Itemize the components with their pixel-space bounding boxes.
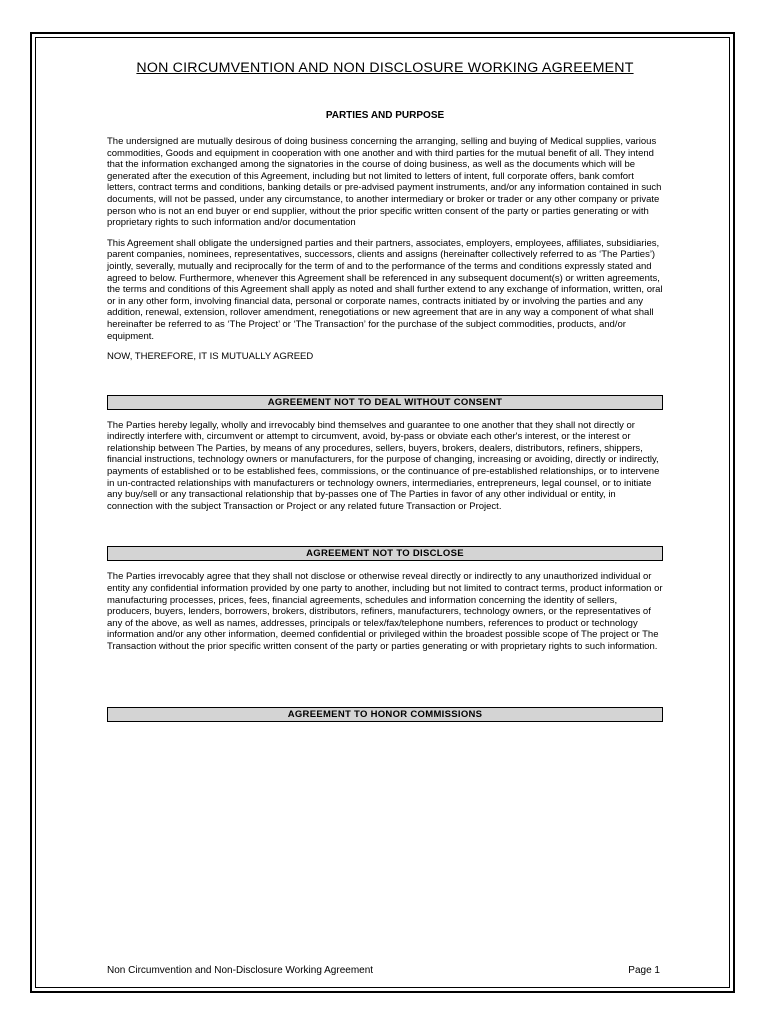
section-heading-no-disclose: AGREEMENT NOT TO DISCLOSE — [107, 546, 663, 561]
footer-page-number: Page 1 — [628, 965, 660, 976]
paragraph-purpose: The undersigned are mutually desirous of doing business concerning the arranging, selling and buying of Medical supplies, various commodities, Goods and equipment in cooperation with one another and with third parties for the mutual benefit of all. They intend that the information exchanged among the signatories in the course of doing business, as well as the documents which will be generated after the execution of this Agreement, including but not limited to letters of intent, full corporate offers, bank comfort letters, contract terms and conditions, banking details or pre-advised payment instruments, and/or any information contained in such documents, will not be passed, under any circumstance, to another intermediary or broker or trader or any other company or private person who is not an end buyer or end supplier, without the prior specific written consent of the party or parties generating or with proprietary rights to such information and/or documentation — [107, 136, 662, 229]
document-body — [107, 60, 663, 732]
section-text-no-deal: The Parties hereby legally, wholly and irrevocably bind themselves and guarantee to one another that they shall not directly or indirectly interfere with, circumvent or attempt to circumvent, avoid, by-pass or obviate each other's interest, or the interest or relationship between The Parties, by means of any procedures, sellers, buyers, brokers, dealers, distributors, refiners, shippers, financial instructions, technology owners or manufacturers, for the purpose of changing, increasing or avoiding, directly or indirectly, payments of established or to be established fees, commissions, or the continuance of pre-established relationships, or to intervene in un-contracted relationships with manufacturers or technology owners, intermediaries, entrepreneurs, legal counsel, or to initiate any buy/sell or any transactional relationship that by-passes one of The Parties in favor of any other individual or entity, in connection with the subject Transaction or Project or any related future Transaction or Project. — [107, 419, 660, 512]
footer-title: Non Circumvention and Non-Disclosure Working Agreement — [107, 965, 374, 976]
document-title: NON CIRCUMVENTION AND NON DISCLOSURE WORKING AGREEMENT — [136, 60, 634, 76]
paragraph-agreed: NOW, THEREFORE, IT IS MUTUALLY AGREED — [107, 351, 314, 363]
paragraph-obligation: This Agreement shall obligate the undersigned parties and their partners, associates, employers, employees, affiliates, subsidiaries, parent companies, nominees, representatives, successors, clients and assigns (hereinafter collectively referred to as ‘The Parties’) jointly, severally, mutually and reciprocally for the term of and to the performance of the terms and conditions expressly stated and agreed to below. Furthermore, whenever this Agreement shall be referenced in any subsequent document(s) or written agreements, the terms and conditions of this Agreement shall apply as noted and shall further extend to any exchange of information, written, oral or in any other form, involving financial data, personal or corporate names, contracts initiated by or involving the parties and any addition, renewal, extension, rollover amendment, renegotiations or new agreement that are in any way a component of what shall hereinafter be referred to as ‘The Project’ or ‘The Transaction’ for the purchase of the subject commodities, products, and/or equipment. — [107, 237, 663, 342]
section-heading-commissions: AGREEMENT TO HONOR COMMISSIONS — [107, 707, 663, 722]
section-heading-no-deal: AGREEMENT NOT TO DEAL WITHOUT CONSENT — [107, 395, 663, 410]
section-text-no-disclose: The Parties irrevocably agree that they shall not disclose or otherwise reveal directly or indirectly to any unauthorized individual or entity any confidential information provided by one party to another, including but not limited to contract terms, product information or manufacturing processes, prices, fees, financial agreements, schedules and information concerning the identity of sellers, producers, buyers, lenders, borrowers, brokers, distributors, refiners, manufacturers, technology owners, or the representatives of any of the above, as well as names, addresses, principals or telex/fax/telephone numbers, references to product or technology information and/or any other information, deemed confidential or privileged within the broadest possible scope of The project or The Transaction without the prior specific written consent of the party or parties generating or with proprietary rights to such information. — [107, 571, 663, 652]
parties-purpose-heading: PARTIES AND PURPOSE — [325, 110, 445, 121]
